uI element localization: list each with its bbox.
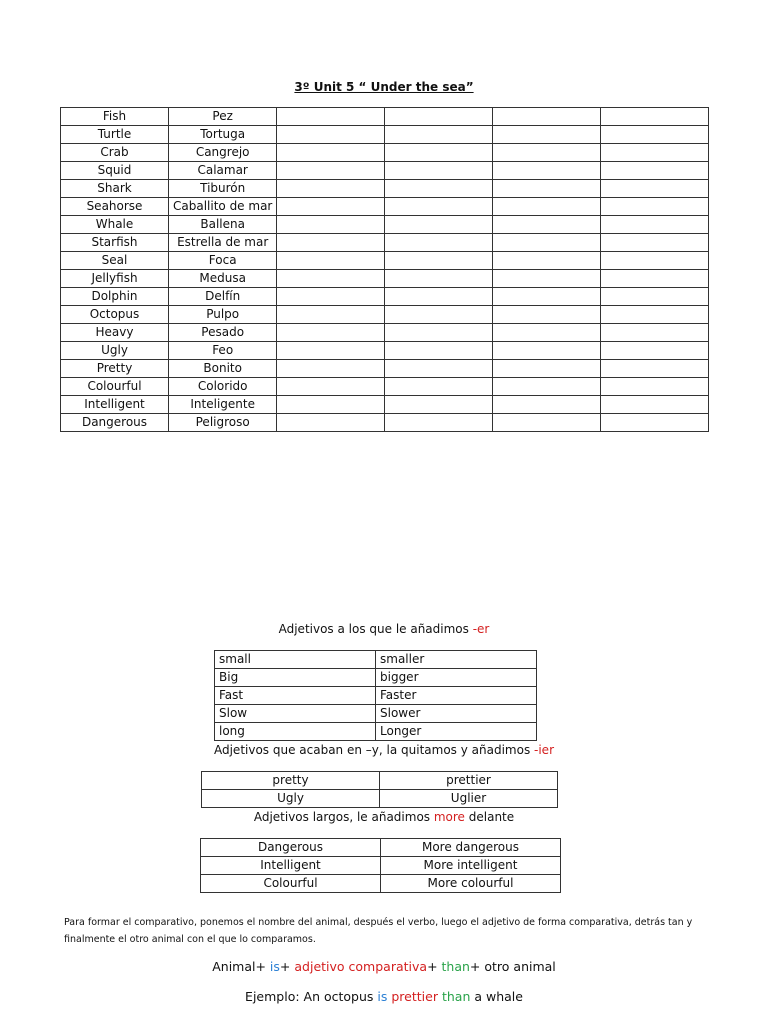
empty-cell bbox=[277, 414, 385, 432]
table-cell: Octopus bbox=[61, 306, 169, 324]
table-row bbox=[61, 108, 709, 126]
er-caption bbox=[0, 622, 768, 636]
empty-cell bbox=[601, 180, 709, 198]
table-cell: Foca bbox=[169, 252, 277, 270]
table-row bbox=[61, 360, 709, 378]
ier-table bbox=[201, 771, 558, 808]
empty-cell bbox=[277, 270, 385, 288]
table-cell: Dolphin bbox=[61, 288, 169, 306]
empty-cell bbox=[601, 306, 709, 324]
example-than: than bbox=[441, 989, 471, 1004]
table-row bbox=[61, 414, 709, 432]
table-cell: pretty bbox=[202, 772, 380, 790]
empty-cell bbox=[385, 108, 493, 126]
formula-part: + otro animal bbox=[469, 959, 556, 974]
formula-part: Animal+ bbox=[212, 959, 270, 974]
table-cell: Fast bbox=[215, 687, 376, 705]
empty-cell bbox=[493, 288, 601, 306]
empty-cell bbox=[493, 162, 601, 180]
more-caption-text: Adjetivos largos, le añadimos bbox=[253, 810, 434, 824]
empty-cell bbox=[493, 342, 601, 360]
empty-cell bbox=[601, 324, 709, 342]
empty-cell bbox=[493, 126, 601, 144]
table-row bbox=[215, 705, 537, 723]
example-verb: is bbox=[377, 989, 388, 1004]
empty-cell bbox=[277, 162, 385, 180]
empty-cell bbox=[385, 342, 493, 360]
table-row bbox=[61, 306, 709, 324]
table-cell: More intelligent bbox=[381, 857, 561, 875]
empty-cell bbox=[385, 198, 493, 216]
empty-cell bbox=[385, 216, 493, 234]
example-line bbox=[0, 989, 768, 1004]
empty-cell bbox=[385, 378, 493, 396]
table-cell: Intelligent bbox=[61, 396, 169, 414]
table-row bbox=[202, 772, 558, 790]
formula-than: than bbox=[441, 959, 470, 974]
empty-cell bbox=[277, 360, 385, 378]
empty-cell bbox=[601, 144, 709, 162]
empty-cell bbox=[601, 216, 709, 234]
table-row bbox=[61, 162, 709, 180]
table-cell: Medusa bbox=[169, 270, 277, 288]
er-suffix: -er bbox=[472, 622, 490, 636]
table-cell: Seal bbox=[61, 252, 169, 270]
empty-cell bbox=[385, 396, 493, 414]
table-row bbox=[61, 126, 709, 144]
empty-cell bbox=[493, 396, 601, 414]
table-cell: Calamar bbox=[169, 162, 277, 180]
empty-cell bbox=[277, 180, 385, 198]
table-cell: Colourful bbox=[201, 875, 381, 893]
empty-cell bbox=[385, 324, 493, 342]
table-cell: Feo bbox=[169, 342, 277, 360]
empty-cell bbox=[385, 288, 493, 306]
empty-cell bbox=[601, 162, 709, 180]
table-cell: Dangerous bbox=[61, 414, 169, 432]
table-cell: Big bbox=[215, 669, 376, 687]
table-cell: Inteligente bbox=[169, 396, 277, 414]
formula-part: + bbox=[279, 959, 295, 974]
table-cell: Colorido bbox=[169, 378, 277, 396]
table-row bbox=[61, 270, 709, 288]
empty-cell bbox=[277, 216, 385, 234]
table-cell: bigger bbox=[376, 669, 537, 687]
empty-cell bbox=[385, 126, 493, 144]
table-cell: Turtle bbox=[61, 126, 169, 144]
table-cell: More dangerous bbox=[381, 839, 561, 857]
table-cell: Ugly bbox=[61, 342, 169, 360]
empty-cell bbox=[385, 144, 493, 162]
table-cell: Shark bbox=[61, 180, 169, 198]
table-cell: Colourful bbox=[61, 378, 169, 396]
table-row bbox=[61, 342, 709, 360]
empty-cell bbox=[493, 270, 601, 288]
empty-cell bbox=[277, 306, 385, 324]
ier-suffix: -ier bbox=[534, 743, 554, 757]
empty-cell bbox=[601, 414, 709, 432]
table-cell: Delfín bbox=[169, 288, 277, 306]
table-row bbox=[61, 198, 709, 216]
empty-cell bbox=[493, 306, 601, 324]
table-cell: Pesado bbox=[169, 324, 277, 342]
empty-cell bbox=[493, 108, 601, 126]
empty-cell bbox=[385, 234, 493, 252]
empty-cell bbox=[277, 144, 385, 162]
empty-cell bbox=[277, 252, 385, 270]
table-cell: Uglier bbox=[380, 790, 558, 808]
example-part: Ejemplo: An octopus bbox=[245, 989, 378, 1004]
table-row bbox=[202, 790, 558, 808]
formula-verb: is bbox=[269, 959, 280, 974]
vocabulary-table bbox=[60, 107, 709, 432]
empty-cell bbox=[493, 414, 601, 432]
table-cell: More colourful bbox=[381, 875, 561, 893]
table-row bbox=[61, 324, 709, 342]
table-cell: prettier bbox=[380, 772, 558, 790]
empty-cell bbox=[385, 270, 493, 288]
table-cell: Tiburón bbox=[169, 180, 277, 198]
table-cell: Seahorse bbox=[61, 198, 169, 216]
table-row bbox=[61, 288, 709, 306]
empty-cell bbox=[601, 126, 709, 144]
more-caption-suffix: delante bbox=[464, 810, 515, 824]
empty-cell bbox=[277, 378, 385, 396]
table-cell: Peligroso bbox=[169, 414, 277, 432]
empty-cell bbox=[601, 342, 709, 360]
empty-cell bbox=[385, 162, 493, 180]
table-cell: Pulpo bbox=[169, 306, 277, 324]
table-cell: Fish bbox=[61, 108, 169, 126]
table-cell: Intelligent bbox=[201, 857, 381, 875]
table-row bbox=[61, 180, 709, 198]
table-cell: Longer bbox=[376, 723, 537, 741]
empty-cell bbox=[277, 126, 385, 144]
table-cell: Estrella de mar bbox=[169, 234, 277, 252]
table-cell: Starfish bbox=[61, 234, 169, 252]
table-cell: Heavy bbox=[61, 324, 169, 342]
table-cell: Tortuga bbox=[169, 126, 277, 144]
empty-cell bbox=[601, 396, 709, 414]
table-row bbox=[201, 839, 561, 857]
empty-cell bbox=[601, 288, 709, 306]
table-row bbox=[201, 857, 561, 875]
empty-cell bbox=[493, 216, 601, 234]
empty-cell bbox=[601, 234, 709, 252]
table-cell: smaller bbox=[376, 651, 537, 669]
empty-cell bbox=[601, 360, 709, 378]
table-cell: Faster bbox=[376, 687, 537, 705]
empty-cell bbox=[385, 306, 493, 324]
table-cell: Caballito de mar bbox=[169, 198, 277, 216]
empty-cell bbox=[277, 198, 385, 216]
ier-caption-text: Adjetivos que acaban en –y, la quitamos y añadimos bbox=[213, 743, 535, 757]
ier-caption bbox=[0, 743, 768, 757]
table-cell: Ballena bbox=[169, 216, 277, 234]
table-row bbox=[61, 216, 709, 234]
empty-cell bbox=[601, 108, 709, 126]
empty-cell bbox=[385, 414, 493, 432]
empty-cell bbox=[493, 252, 601, 270]
empty-cell bbox=[493, 144, 601, 162]
table-row bbox=[61, 252, 709, 270]
empty-cell bbox=[277, 396, 385, 414]
empty-cell bbox=[385, 180, 493, 198]
empty-cell bbox=[493, 234, 601, 252]
empty-cell bbox=[493, 198, 601, 216]
table-row bbox=[61, 378, 709, 396]
er-caption-text: Adjetivos a los que le añadimos bbox=[278, 622, 473, 636]
table-cell: Slow bbox=[215, 705, 376, 723]
table-cell: Whale bbox=[61, 216, 169, 234]
table-row bbox=[215, 669, 537, 687]
empty-cell bbox=[601, 270, 709, 288]
formula-part: + bbox=[427, 959, 442, 974]
empty-cell bbox=[277, 108, 385, 126]
table-cell: Dangerous bbox=[201, 839, 381, 857]
example-adjective: prettier bbox=[391, 989, 438, 1004]
empty-cell bbox=[277, 288, 385, 306]
table-cell: long bbox=[215, 723, 376, 741]
page-title: 3º Unit 5 “ Under the sea” bbox=[294, 80, 474, 94]
formula-adjective: adjetivo comparativa bbox=[294, 959, 428, 974]
table-cell: Bonito bbox=[169, 360, 277, 378]
example-part: a whale bbox=[470, 989, 523, 1004]
table-cell: Crab bbox=[61, 144, 169, 162]
explanation-paragraph: Para formar el comparativo, ponemos el nombre del animal, después el verbo, luego el adjetivo de forma comparativa, detrás tan y finalmente el otro animal con el que lo comparamos. bbox=[64, 917, 693, 945]
empty-cell bbox=[385, 360, 493, 378]
empty-cell bbox=[277, 234, 385, 252]
table-cell: small bbox=[215, 651, 376, 669]
empty-cell bbox=[277, 324, 385, 342]
table-row bbox=[61, 144, 709, 162]
table-cell: Ugly bbox=[202, 790, 380, 808]
table-cell: Slower bbox=[376, 705, 537, 723]
empty-cell bbox=[601, 252, 709, 270]
empty-cell bbox=[601, 198, 709, 216]
table-cell: Jellyfish bbox=[61, 270, 169, 288]
more-highlight: more bbox=[433, 810, 465, 824]
table-row bbox=[215, 651, 537, 669]
table-row bbox=[201, 875, 561, 893]
formula-line bbox=[0, 959, 768, 974]
table-row bbox=[61, 396, 709, 414]
empty-cell bbox=[493, 378, 601, 396]
empty-cell bbox=[277, 342, 385, 360]
table-row bbox=[61, 234, 709, 252]
table-row bbox=[215, 723, 537, 741]
empty-cell bbox=[385, 252, 493, 270]
more-table bbox=[200, 838, 561, 893]
er-table bbox=[214, 650, 537, 741]
empty-cell bbox=[493, 180, 601, 198]
table-cell: Pez bbox=[169, 108, 277, 126]
empty-cell bbox=[493, 324, 601, 342]
more-caption bbox=[0, 810, 768, 824]
table-row bbox=[215, 687, 537, 705]
empty-cell bbox=[601, 378, 709, 396]
table-cell: Squid bbox=[61, 162, 169, 180]
table-cell: Cangrejo bbox=[169, 144, 277, 162]
table-cell: Pretty bbox=[61, 360, 169, 378]
empty-cell bbox=[493, 360, 601, 378]
